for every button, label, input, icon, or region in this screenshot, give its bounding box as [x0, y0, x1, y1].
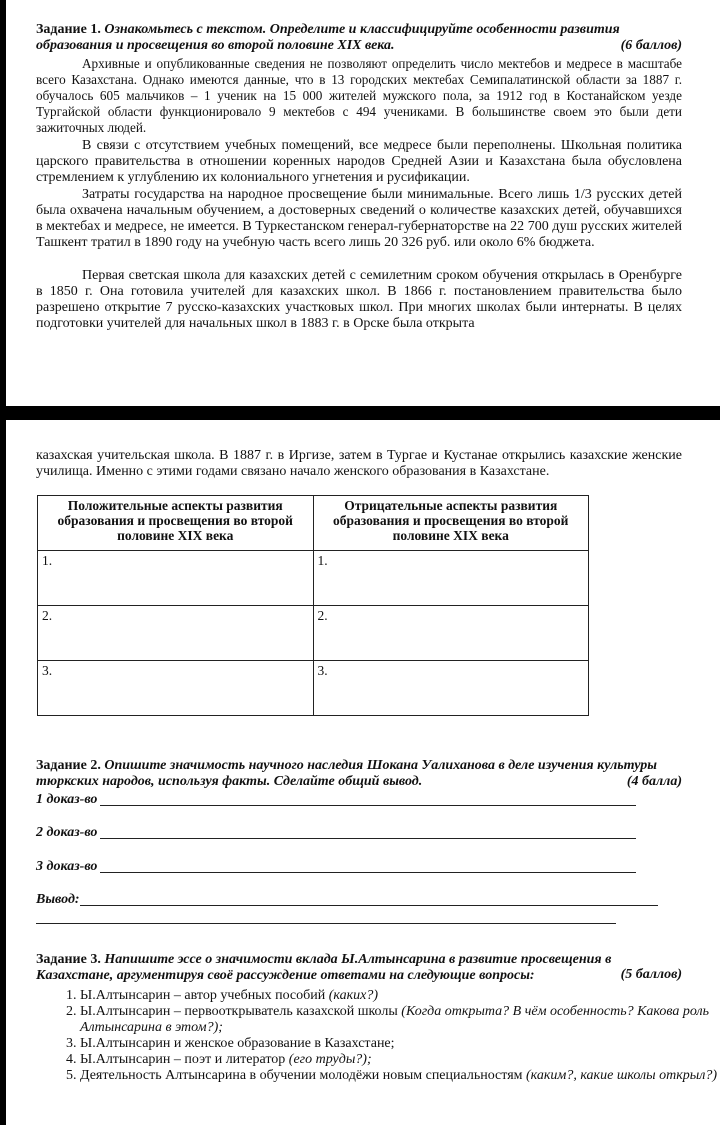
list-item: 4. Ы.Алтынсарин – поэт и литератор (его труды?); [80, 1052, 720, 1068]
task3-questions [36, 988, 720, 1084]
task1-instruction: Ознакомьтесь с текстом. Определите и классифицируйте особенности развития образования и просвещения во второй половине XIX века. [36, 22, 620, 53]
list-item: 1. Ы.Алтынсарин – автор учебных пособий (каких?) [80, 988, 720, 1004]
proof2-answer-line[interactable] [100, 838, 636, 839]
task3-title: Задание 3. [36, 952, 101, 967]
task1-para2: В связи с отсутствием учебных помещений, все медресе были переполнены. Школьная политика царского правительства в отношении коренных народов Средней Азии и Казахстана была обусловлена стремлением к углублению их колониального угнетения и русификации. [36, 138, 682, 185]
task3-heading [36, 952, 682, 984]
proof1-row [36, 792, 636, 808]
table-row [38, 661, 589, 716]
conclusion-row-2 [36, 910, 616, 926]
proof2-label: 2 доказ-во [36, 825, 98, 840]
page-top [6, 0, 720, 406]
task2-title: Задание 2. [36, 758, 101, 773]
task1-points: (6 баллов) [620, 38, 682, 53]
aspects-table [37, 495, 589, 716]
positive-cell-3[interactable]: 3. [38, 661, 314, 716]
proof3-answer-line[interactable] [100, 872, 636, 873]
conclusion-label: Вывод: [36, 892, 80, 907]
task1-para4: Первая светская школа для казахских детей с семилетним сроком обучения открылась в Оренбурге в 1850 г. Она готовила учителей для казахских школ. В 1866 г. постановлением правительства было разрешено открытие 7 русско-казахских участковых школ. При многих школах были интернаты. В целях подготовки учителей для начальных школ в 1883 г. в Орске была открыта [36, 268, 682, 331]
list-item: 3. Ы.Алтынсарин и женское образование в Казахстане; [80, 1036, 720, 1052]
table-row [38, 606, 589, 661]
task2-points: (4 балла) [626, 774, 682, 789]
task1-para4-continued: казахская учительская школа. В 1887 г. в Иргизе, затем в Тургае и Кустанае открылись казахские женские училища. Именно с этими годами связано начало женского образования в Казахстане. [36, 448, 682, 479]
proof1-label: 1 доказ-во [36, 792, 98, 807]
task2-instruction: Опишите значимость научного наследия Шокана Уалиханова в деле изучения культуры тюркских народов, используя факты. Сделайте общий вывод. [36, 758, 657, 789]
task1-para1: Архивные и опубликованные сведения не позволяют определить число мектебов и медресе в масштабе всего Казахстана. Однако имеются данные, что в 13 городских мектебах Семипалатинской области за 1887 г. обучалось 605 мальчиков – 1 ученик на 15 000 жителей мужского пола, за 1912 год в Костанайском уезде Тургайской области функционировало 9 мектебов с 494 учениками. В большинстве своем это были дети зажиточных людей. [36, 56, 682, 135]
conclusion-row [36, 892, 658, 908]
task3-instruction: Напишите эссе о значимости вклада Ы.Алтынсарина в развитие просвещения в Казахстане, аргументируя своё рассуждение ответами на следующие вопросы: [36, 952, 612, 983]
page-bottom [6, 420, 720, 1125]
task1-para3: Затраты государства на народное просвещение были минимальные. Всего лишь 1/3 русских детей была охвачена начальным обучением, а достоверных сведений о количестве казахских детей, обучавшихся в мектебах и медресе, не имеется. В Туркестанском генерал-губернаторстве на 22 700 душ русских жителей Ташкент тратил в 1890 году на учебную часть всего лишь 20 326 руб. или около 6% бюджета. [36, 187, 682, 250]
proof3-label: 3 доказ-во [36, 859, 98, 874]
table-row [38, 551, 589, 606]
positive-cell-2[interactable]: 2. [38, 606, 314, 661]
proof3-row [36, 859, 636, 875]
task2-heading [36, 758, 682, 790]
proof1-answer-line[interactable] [100, 805, 636, 806]
task1-title: Задание 1. [36, 22, 101, 37]
conclusion-answer-line-2[interactable] [36, 923, 616, 924]
positive-cell-1[interactable]: 1. [38, 551, 314, 606]
negative-cell-1[interactable]: 1. [313, 551, 589, 606]
task3-points: (5 баллов) [620, 967, 682, 982]
positive-aspects-header: Положительные аспекты развития образования и просвещения во второй половине XIX века [38, 496, 314, 551]
negative-aspects-header: Отрицательные аспекты развития образования и просвещения во второй половине XIX века [313, 496, 589, 551]
negative-cell-2[interactable]: 2. [313, 606, 589, 661]
task1-heading [36, 22, 682, 54]
conclusion-answer-line[interactable] [80, 905, 658, 906]
list-item: 2. Ы.Алтынсарин – первооткрыватель казахской школы (Когда открыта? В чём особенность? Какова роль Алтынсарина в этом?); [80, 1004, 720, 1036]
negative-cell-3[interactable]: 3. [313, 661, 589, 716]
table-header-row [38, 496, 589, 551]
proof2-row [36, 825, 636, 841]
list-item: 5. Деятельность Алтынсарина в обучении молодёжи новым специальностям (каким?, какие школы открыл?) [80, 1068, 720, 1084]
